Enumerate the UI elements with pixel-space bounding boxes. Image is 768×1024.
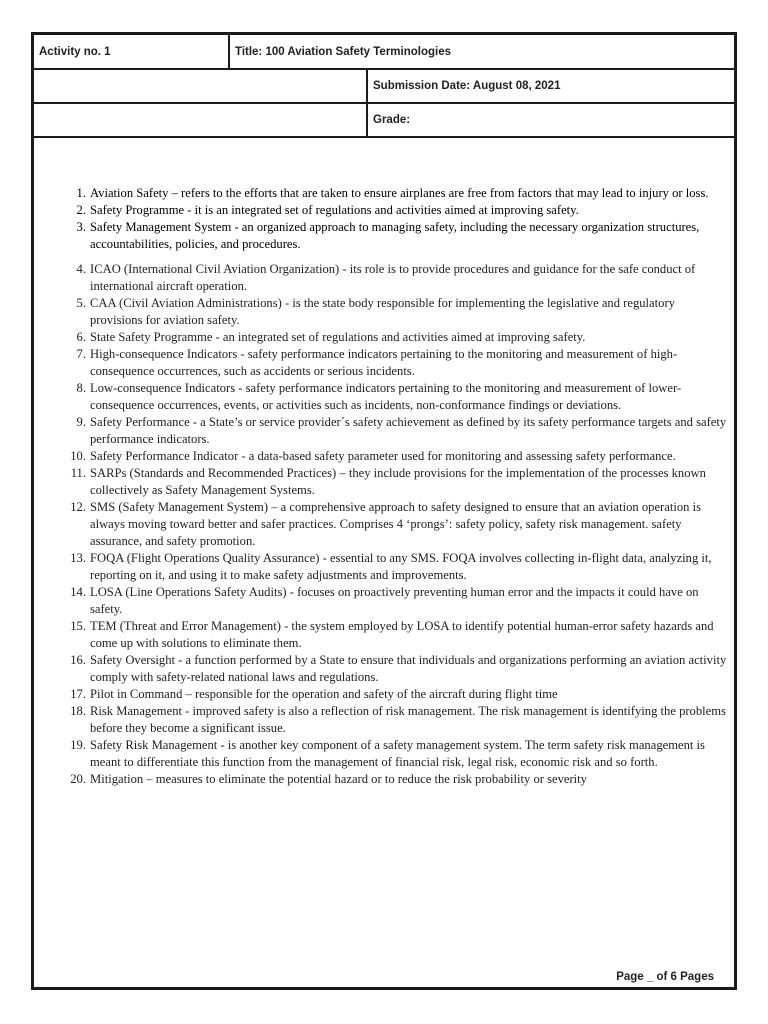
list-item-text: CAA (Civil Aviation Administrations) - is the state body responsible for implementing the legislative and regulatory provisions for aviation safety. (90, 296, 675, 327)
list-item-text: High-consequence Indicators - safety performance indicators pertaining to the monitoring and measurement of high-consequence occurrences, such as accidents or serious incidents. (90, 347, 678, 378)
list-item-text: FOQA (Flight Operations Quality Assurance) - essential to any SMS. FOQA involves collecting in-flight data, analyzing it, reporting on it, and using it to make safety adjustments and improvements. (90, 551, 712, 582)
list-item-text: SARPs (Standards and Recommended Practices) – they include provisions for the implementation of the processes known collectively as Safety Management Systems. (90, 466, 706, 497)
list-item (64, 703, 729, 737)
list-item-number: 13. (70, 551, 86, 565)
list-item-text: SMS (Safety Management System) – a comprehensive approach to safety designed to ensure that an aviation operation is always moving toward better and safer practices. Comprises 4 ‘prongs’: safety policy, safety risk management. safety assurance, and safety promotion. (90, 500, 701, 548)
list-item (64, 499, 729, 550)
submission-date-cell: Submission Date: August 08, 2021 (367, 69, 734, 103)
list-item (64, 652, 729, 686)
list-item-number: 8. (76, 381, 86, 395)
list-item-text: Safety Management System - an organized approach to managing safety, including the necessary organization structures, accountabilities, policies, and procedures. (90, 220, 700, 251)
list-item (64, 414, 729, 448)
list-item-text: Mitigation – measures to eliminate the potential hazard or to reduce the risk probability or severity (90, 772, 587, 786)
list-item (64, 737, 729, 771)
list-item (64, 295, 729, 329)
list-item-number: 9. (76, 415, 86, 429)
list-item (64, 550, 729, 584)
list-item-number: 3. (76, 220, 86, 234)
list-item-text: Safety Oversight - a function performed by a State to ensure that individuals and organizations performing an aviation activity comply with safety-related national laws and regulations. (90, 653, 727, 684)
list-item-text: Safety Performance - a State’s or service provider´s safety achievement as defined by its safety performance targets and safety performance indicators. (90, 415, 727, 446)
list-item (64, 380, 729, 414)
list-item-text: ICAO (International Civil Aviation Organization) - its role is to provide procedures and guidance for the safe conduct of international aircraft operation. (90, 262, 696, 293)
list-item-number: 2. (76, 203, 86, 217)
list-item (64, 329, 729, 346)
list-item-number: 15. (70, 619, 86, 633)
activity-cell: Activity no. 1 (34, 35, 229, 69)
page-frame (31, 32, 737, 990)
list-item (64, 219, 729, 253)
list-item-number: 17. (70, 687, 86, 701)
terminology-list (64, 185, 729, 788)
list-item-number: 7. (76, 347, 86, 361)
list-item-number: 1. (76, 186, 86, 200)
list-item (64, 465, 729, 499)
list-item-text: TEM (Threat and Error Management) - the system employed by LOSA to identify potential human-error safety hazards and come up with solutions to eliminate them. (90, 619, 714, 650)
list-item-number: 11. (70, 466, 86, 480)
list-item-text: Aviation Safety – refers to the efforts that are taken to ensure airplanes are free from factors that may lead to injury or loss. (90, 186, 709, 200)
page-footer: Page _ of 6 Pages (616, 971, 714, 983)
grade-cell: Grade: (367, 103, 734, 137)
list-item (64, 261, 729, 295)
list-item-text: Pilot in Command – responsible for the operation and safety of the aircraft during flight time (90, 687, 558, 701)
title-cell: Title: 100 Aviation Safety Terminologies (229, 35, 734, 69)
list-item-number: 10. (70, 449, 86, 463)
terminology-list-container (64, 185, 729, 788)
list-item-text: State Safety Programme - an integrated set of regulations and activities aimed at improving safety. (90, 330, 586, 344)
list-item (64, 346, 729, 380)
list-item-text: Risk Management - improved safety is also a reflection of risk management. The risk management is identifying the problems before they become a significant issue. (90, 704, 726, 735)
list-item-number: 16. (70, 653, 86, 667)
list-item (64, 618, 729, 652)
list-item-number: 19. (70, 738, 86, 752)
list-item-number: 14. (70, 585, 86, 599)
list-item-number: 18. (70, 704, 86, 718)
list-item (64, 448, 729, 465)
list-item (64, 771, 729, 788)
list-item-number: 5. (76, 296, 86, 310)
list-item-text: Low-consequence Indicators - safety performance indicators pertaining to the monitoring and measurement of lower-consequence occurrences, events, or activities such as incidents, non-conformance findings or deviations. (90, 381, 682, 412)
list-item-text: Safety Risk Management - is another key component of a safety management system. The term safety risk management is meant to differentiate this function from the management of financial risk, legal risk, economic risk and so forth. (90, 738, 705, 769)
list-item-text: Safety Programme - it is an integrated set of regulations and activities aimed at improving safety. (90, 203, 579, 217)
header-table (34, 35, 734, 138)
list-item-text: LOSA (Line Operations Safety Audits) - focuses on proactively preventing human error and the impacts it could have on safety. (90, 585, 699, 616)
list-item-number: 6. (76, 330, 86, 344)
list-item-text: Safety Performance Indicator - a data-based safety parameter used for monitoring and assessing safety performance. (90, 449, 676, 463)
list-item (64, 202, 729, 219)
list-item (64, 686, 729, 703)
list-item-number: 20. (70, 772, 86, 786)
blank-cell (34, 103, 367, 137)
list-item-number: 4. (76, 262, 86, 276)
list-item (64, 185, 729, 202)
list-item-number: 12. (70, 500, 86, 514)
list-item (64, 584, 729, 618)
name-cell (34, 69, 367, 103)
